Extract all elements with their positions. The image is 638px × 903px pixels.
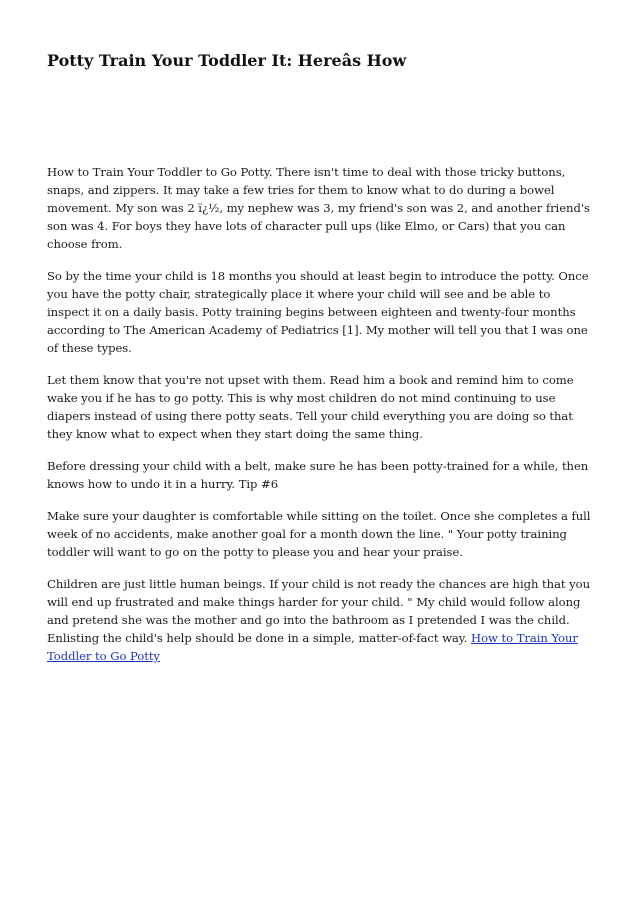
paragraph-3: Let them know that you're not upset with them. Read him a book and remind him to come wake you if he has to go potty. This is why most children do not mind continuing to use diapers instead of using there potty seats. Tell your child everything you are doing so that they know what to expect when they start doing the same thing. xyxy=(47,373,574,441)
paragraph-6-text: Children are just little human beings. If your child is not ready the chances are high that you will end up frustrated and make things harder for your child. " My child would follow along and pretend she was the mother and go into the bathroom as I pretended I was the child. Enlisting the child's help should be done in a simple, matter-of-fact way. xyxy=(47,577,591,645)
article-body xyxy=(47,163,595,679)
page-title: Potty Train Your Toddler It: Hereâs How xyxy=(47,51,407,70)
paragraph-6 xyxy=(47,575,595,665)
paragraph-4: Before dressing your child with a belt, make sure he has been potty-trained for a while, then knows how to undo it in a hurry. Tip #6 xyxy=(47,459,589,491)
paragraph-2: So by the time your child is 18 months you should at least begin to introduce the potty. Once you have the potty chair, strategically place it where your child will see and be able to inspect it on a daily basis. Potty training begins between eighteen and twenty-four months according to The American Academy of Pediatrics [1]. My mother will tell you that I was one of these types. xyxy=(47,269,589,355)
article-link[interactable]: How to Train Your Toddler to Go Potty xyxy=(47,631,578,663)
paragraph-5: Make sure your daughter is comfortable while sitting on the toilet. Once she completes a full week of no accidents, make another goal for a month down the line. " Your potty training toddler will want to go on the potty to please you and hear your praise. xyxy=(47,509,591,559)
paragraph-1: How to Train Your Toddler to Go Potty. There isn't time to deal with those tricky buttons, snaps, and zippers. It may take a few tries for them to know what to do during a bowel movement. My son was 2 ï¿½, my nephew was 3, my friend's son was 2, and another friend's son was 4. For boys they have lots of character pull ups (like Elmo, or Cars) that you can choose from. xyxy=(47,165,590,251)
